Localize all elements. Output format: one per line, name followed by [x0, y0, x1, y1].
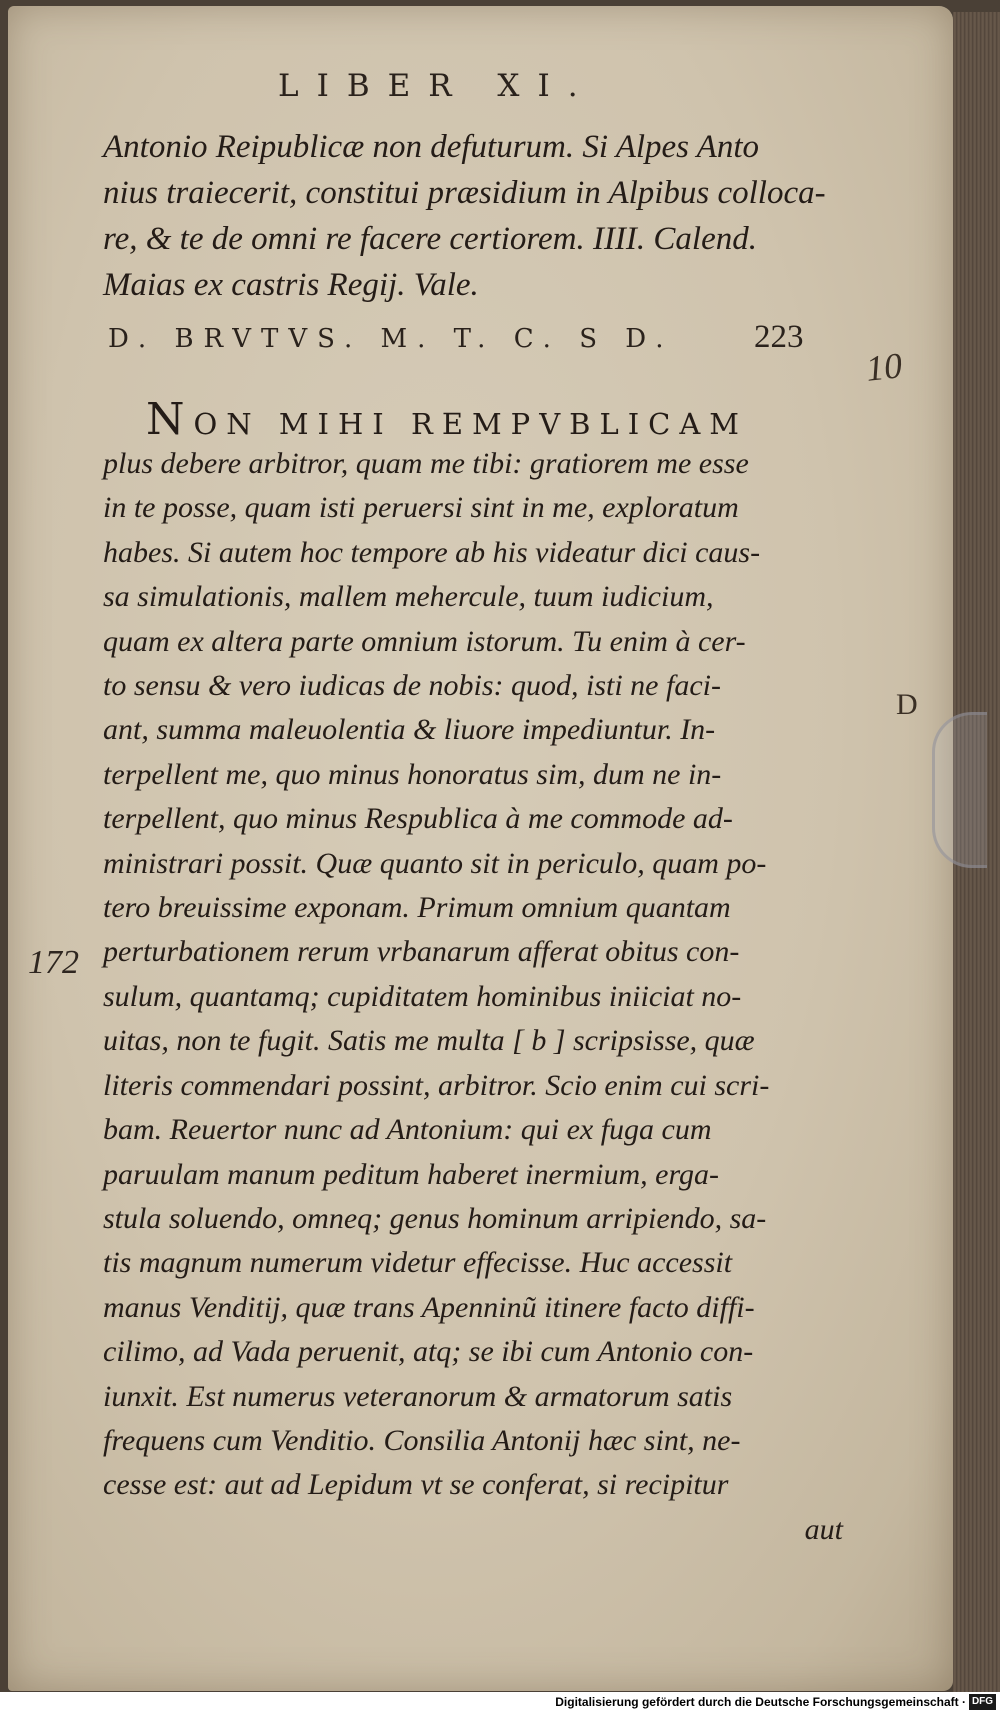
text-line: sa simulationis, mallem mehercule, tuum iudicium, [103, 580, 714, 614]
page-clip [932, 712, 987, 868]
letter-body [103, 442, 843, 1552]
letter-heading: D. BRVTVS. M. T. C. S D. [108, 324, 674, 354]
dfg-logo-icon: DFG [969, 1694, 996, 1710]
text-line: Antonio Reipublicæ non defuturum. Si Alpes Anto [103, 129, 759, 165]
text-line: paruulam manum peditum haberet inermium, erga- [103, 1157, 720, 1191]
text-line: tis magnum numerum videtur effecisse. Huc accessit [103, 1246, 733, 1280]
text-line: ministrari possit. Quæ quanto sit in periculo, quam po- [103, 846, 767, 880]
text-line: nius traiecerit, constitui præsidium in Alpibus colloca- [103, 175, 826, 211]
margin-number-left: 172 [28, 944, 79, 981]
text-line: terpellent, quo minus Respublica à me commode ad- [103, 802, 733, 836]
text-line: quam ex altera parte omnium istorum. Tu enim à cer- [103, 624, 746, 658]
text-line: to sensu & vero iudicas de nobis: quod, isti ne faci- [103, 669, 721, 703]
text-line: bam. Reuertor nunc ad Antonium: qui ex fuga cum [103, 1113, 712, 1147]
handwritten-note: 10 [864, 345, 904, 389]
text-line: perturbationem rerum vrbanarum afferat obitus con- [103, 935, 740, 969]
text-line: tero breuissime exponam. Primum omnium quantam [103, 891, 731, 925]
text-line: frequens cum Venditio. Consilia Antonij hæc sint, ne- [103, 1423, 741, 1457]
text-line: uitas, non te fugit. Satis me multa [ b ] scripsisse, quæ [103, 1024, 755, 1058]
top-text-block [103, 124, 843, 308]
book-page [8, 6, 953, 1691]
text-line: Maias ex castris Regij. Vale. [103, 267, 479, 303]
digitization-footer [0, 1692, 1000, 1713]
text-line: iunxit. Est numerus veteranorum & armatorum satis [103, 1379, 733, 1413]
text-line: sulum, quantamq; cupiditatem hominibus iniiciat no- [103, 979, 742, 1013]
text-line: cesse est: aut ad Lepidum vt se conferat, si recipitur [103, 1468, 729, 1502]
letter-number: 223 [754, 319, 804, 355]
text-line: in te posse, quam isti peruersi sint in me, exploratum [103, 491, 739, 525]
text-line: stula soluendo, omneq; genus hominum arripiendo, sa- [103, 1201, 767, 1235]
text-line: manus Venditij, quæ trans Apenninũ itinere facto diffi- [103, 1290, 755, 1324]
text-line: literis commendari possint, arbitror. Scio enim cui scri- [103, 1068, 770, 1102]
text-line: cilimo, ad Vada peruenit, atq; se ibi cum Antonio con- [103, 1335, 754, 1369]
drop-initial: N [146, 394, 194, 445]
opening-line [146, 394, 748, 445]
text-line: plus debere arbitror, quam me tibi: gratiorem me esse [103, 447, 749, 480]
text-line: habes. Si autem hoc tempore ab his videatur dici caus- [103, 535, 761, 569]
catchword: aut [804, 1512, 843, 1546]
opening-caps: ON MIHI REMPVBLICAM [193, 407, 748, 441]
margin-mark-right: D [896, 688, 918, 721]
funding-credit: Digitalisierung gefördert durch die Deutsche Forschungsgemeinschaft · [555, 1695, 966, 1709]
text-line: ant, summa maleuolentia & liuore impediuntur. In- [103, 713, 716, 747]
running-head: LIBER XI. [278, 68, 596, 104]
text-line: terpellent me, quo minus honoratus sim, dum ne in- [103, 757, 722, 791]
text-line: re, & te de omni re facere certiorem. IIII. Calend. [103, 221, 757, 257]
